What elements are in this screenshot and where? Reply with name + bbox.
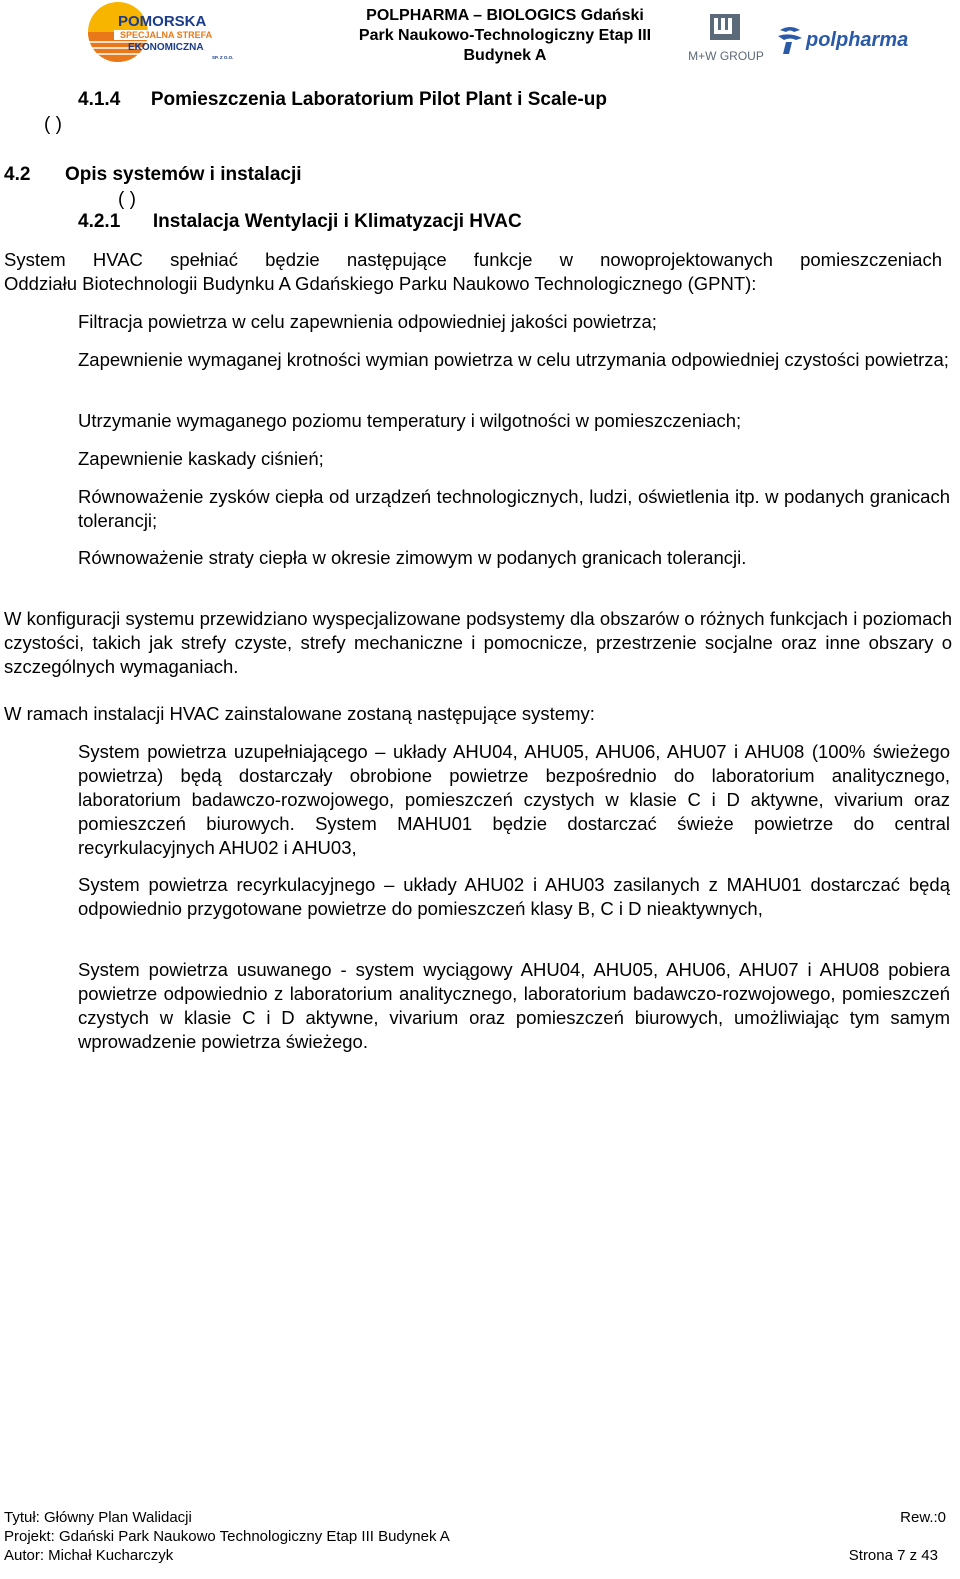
footer-project: Projekt: Gdański Park Naukowo Technologiczny Etap III Budynek A [4, 1528, 450, 1545]
function-item-2: Zapewnienie wymaganej krotności wymian powietrza w celu utrzymania odpowiedniej czystości powietrza; [78, 349, 949, 370]
heading-4-2-paren: ( ) [118, 189, 136, 210]
pomorska-sse-logo [84, 2, 250, 72]
function-item-1: Filtracja powietrza w celu zapewnienia odpowiedniej jakości powietrza; [78, 311, 657, 332]
system-item-makeup-air: System powietrza uzupełniającego – układy AHU04, AHU05, AHU06, AHU07 i AHU08 (100% świeżego powietrza) będą dostarczały obrobione powietrze bezpośrednio do laboratorium analitycznego, laboratorium badawczo-rozwojowego, pomieszczeń czystych w klasie C i D aktywne, vivarium oraz pomieszczeń biurowych. System MAHU01 będzie dostarczać świeże powietrze do central recyrkulacyjnych AHU02 i AHU03, [78, 741, 950, 858]
systems-intro: W ramach instalacji HVAC zainstalowane zostaną następujące systemy: [4, 703, 595, 724]
footer-author: Autor: Michał Kucharczyk [4, 1547, 174, 1564]
mw-group-logo [678, 12, 774, 66]
heading-4-1-4 [78, 88, 607, 112]
mw-logo-text: M+W GROUP [688, 49, 764, 63]
heading-title: Opis systemów i instalacji [64, 164, 302, 185]
psse-logo-line2: SPECJALNA STREFA [120, 30, 213, 40]
psse-logo-line3: EKONOMICZNA [128, 42, 204, 53]
footer-revision: Rew.:0 [900, 1509, 946, 1526]
intro-paragraph [4, 248, 942, 296]
psse-logo-line1: POMORSKA [118, 13, 207, 30]
intro-line1: System HVAC spełniać będzie następujące funkcje w nowoprojektowanych pomieszczeniach [4, 249, 942, 270]
document-header-title [330, 6, 680, 66]
function-item-5: Równoważenie zysków ciepła od urządzeń technologicznych, ludzi, oświetlenia itp. w podanych granicach tolerancji; [78, 486, 950, 531]
config-paragraph: W konfiguracji systemu przewidziano wyspecjalizowane podsystemy dla obszarów o różnych funkcjach i poziomach czystości, takich jak strefy czyste, strefy mechaniczne i pomocnicze, przestrzenie socjalne oraz inne obszary o szczególnych wymaganiach. [4, 608, 952, 677]
heading-number: 4.1.4 [78, 89, 121, 110]
function-item-4: Zapewnienie kaskady ciśnień; [78, 448, 324, 469]
function-item-6: Równoważenie straty ciepła w okresie zimowym w podanych granicach tolerancji. [78, 547, 747, 568]
header-title-line2: Park Naukowo-Technologiczny Etap III [358, 27, 652, 44]
polpharma-logo [776, 24, 916, 56]
polpharma-logo-text: polpharma [806, 29, 909, 51]
heading-title: Pomieszczenia Laboratorium Pilot Plant i Scale-up [150, 89, 607, 110]
heading-4-2-1 [78, 210, 522, 234]
system-item-recirculation: System powietrza recyrkulacyjnego – układy AHU02 i AHU03 zasilanych z MAHU01 dostarczać będą odpowiednio przygotowane powietrze do pomieszczeń klasy B, C i D nieaktywnych, [78, 874, 950, 919]
intro-line2: Oddziału Biotechnologii Budynku A Gdańskiego Parku Naukowo Technologicznego (GPNT): [4, 273, 757, 294]
footer-page-number: Strona 7 z 43 [848, 1547, 938, 1564]
footer-title: Tytuł: Główny Plan Walidacji [4, 1509, 192, 1526]
system-item-exhaust: System powietrza usuwanego - system wyciągowy AHU04, AHU05, AHU06, AHU07 i AHU08 pobiera powietrze odpowiednio z laboratorium analitycznego, laboratorium badawczo-rozwojowego, pomieszczeń czystych w klasie C i D aktywne, vivarium oraz pomieszczeń biurowych, umożliwiając tym samym wprowadzenie powietrza świeżego. [78, 959, 950, 1052]
heading-title: Instalacja Wentylacji i Klimatyzacji HVAC [152, 211, 522, 232]
heading-number: 4.2 [4, 164, 31, 185]
psse-logo-line4: SP. Z O.O. [212, 55, 234, 60]
function-item-3: Utrzymanie wymaganego poziomu temperatury i wilgotności w pomieszczeniach; [78, 410, 742, 431]
heading-number: 4.2.1 [78, 211, 121, 232]
heading-4-1-4-paren: ( ) [44, 114, 62, 135]
heading-4-2 [4, 163, 302, 187]
page-header [0, 0, 960, 80]
header-title-line3: Budynek A [463, 47, 547, 64]
header-title-line1: POLPHARMA – BIOLOGICS Gdański [366, 7, 644, 24]
